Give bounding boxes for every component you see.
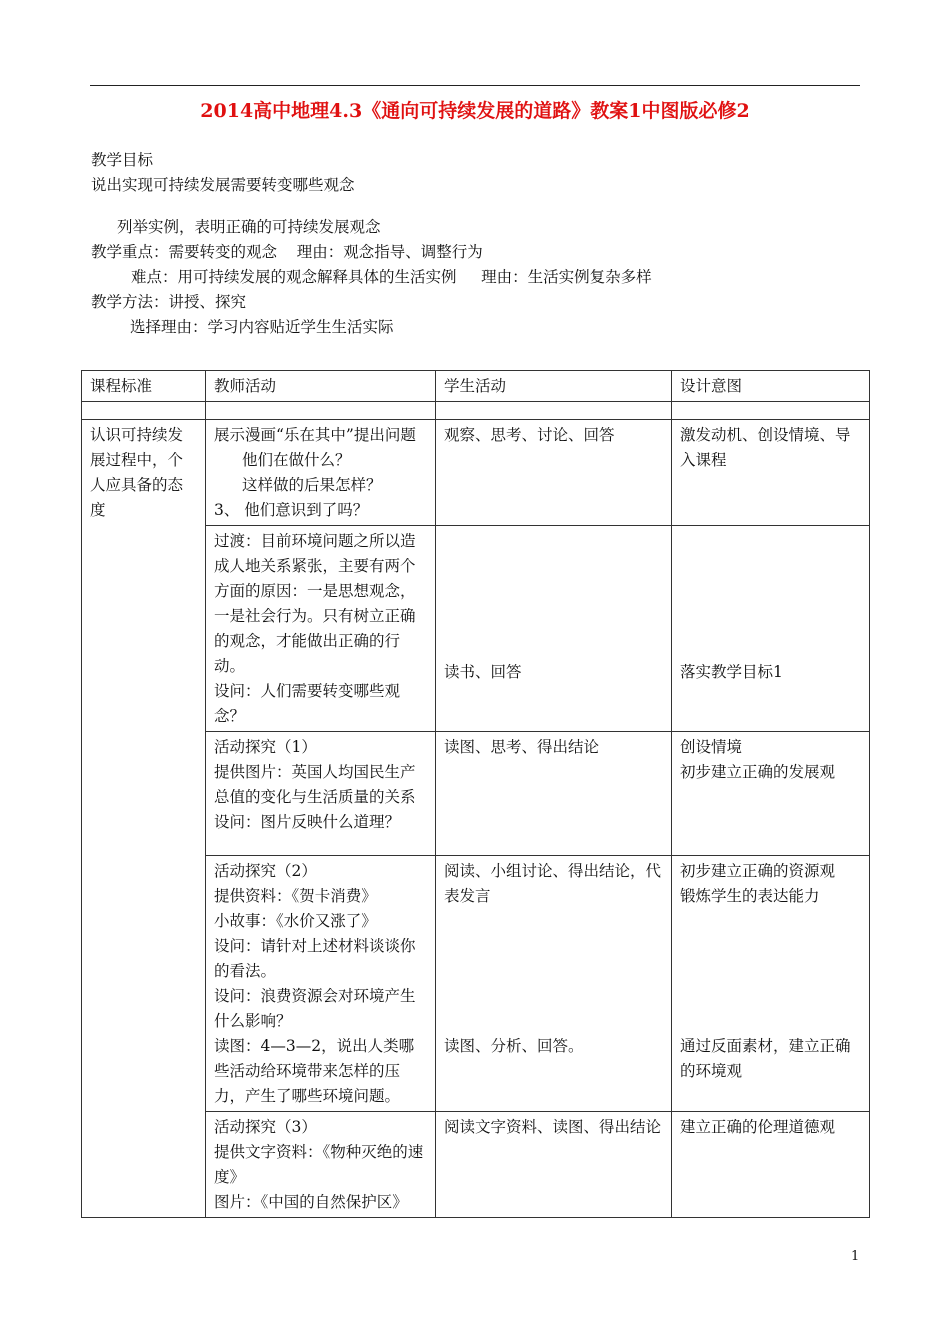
objective-2: 列举实例，表明正确的可持续发展观念 [117, 218, 381, 236]
method-reason: 选择理由：学习内容贴近学生生活实际 [130, 318, 394, 336]
objectives-heading: 教学目标 [91, 151, 154, 169]
blank-line [91, 198, 861, 215]
design-intent: 落实教学目标1 [672, 526, 870, 732]
header-standard: 课程标准 [82, 371, 206, 402]
design-intent: 初步建立正确的资源观 锻炼学生的表达能力 通过反面素材，建立正确的环境观 [672, 856, 870, 1112]
course-standard: 认识可持续发展过程中，个人应具备的态度 [82, 420, 206, 1218]
objective-1: 说出实现可持续发展需要转变哪些观念 [91, 176, 355, 194]
header-teacher: 教师活动 [206, 371, 436, 402]
student-activity: 阅读、小组讨论、得出结论，代表发言 读图、分析、回答。 [436, 856, 672, 1112]
teacher-activity: 活动探究（1） 提供图片：英国人均国民生产总值的变化与生活质量的关系 设问：图片反映什么道理？ [206, 732, 436, 856]
student-activity: 观察、思考、讨论、回答 [436, 420, 672, 526]
teacher-activity: 展示漫画“乐在其中”提出问题 他们在做什么？ 这样做的后果怎样？ 3、 他们意识到了吗？ [206, 420, 436, 526]
intro-section [91, 148, 861, 340]
table-row [82, 420, 870, 526]
header-rule [90, 85, 860, 86]
design-intent: 激发动机、创设情境、导入课程 [672, 420, 870, 526]
header-intent: 设计意图 [672, 371, 870, 402]
table-header-row [82, 371, 870, 402]
teacher-activity: 活动探究（3） 提供文字资料：《物种灭绝的速度》 图片：《中国的自然保护区》 [206, 1112, 436, 1218]
student-activity: 读书、回答 [436, 526, 672, 732]
document-title: 2014高中地理4.3《通向可持续发展的道路》教案1中图版必修2 [200, 100, 750, 122]
key-points: 教学重点：需要转变的观念 理由：观念指导、调整行为 [91, 243, 483, 261]
table-empty-row [82, 402, 870, 420]
student-activity: 阅读文字资料、读图、得出结论 [436, 1112, 672, 1218]
difficulties: 难点：用可持续发展的观念解释具体的生活实例 理由：生活实例复杂多样 [131, 268, 652, 286]
page-number: 1 [851, 1249, 860, 1264]
lesson-plan-table [81, 370, 870, 1218]
student-activity: 读图、思考、得出结论 [436, 732, 672, 856]
design-intent: 创设情境 初步建立正确的发展观 [672, 732, 870, 856]
header-student: 学生活动 [436, 371, 672, 402]
teaching-methods: 教学方法：讲授、探究 [91, 293, 247, 311]
design-intent: 建立正确的伦理道德观 [672, 1112, 870, 1218]
teacher-activity: 过渡：目前环境问题之所以造成人地关系紧张，主要有两个方面的原因：一是思想观念，一是社会行为。只有树立正确的观念，才能做出正确的行动。 设问：人们需要转变哪些观念？ [206, 526, 436, 732]
teacher-activity: 活动探究（2） 提供资料：《贺卡消费》 小故事：《水价又涨了》 设问：请针对上述材料谈谈你的看法。 设问：浪费资源会对环境产生什么影响？ 读图：4—3—2，说出人类哪些活动给环境带来怎样的压力，产生了哪些环境问题。 [206, 856, 436, 1112]
